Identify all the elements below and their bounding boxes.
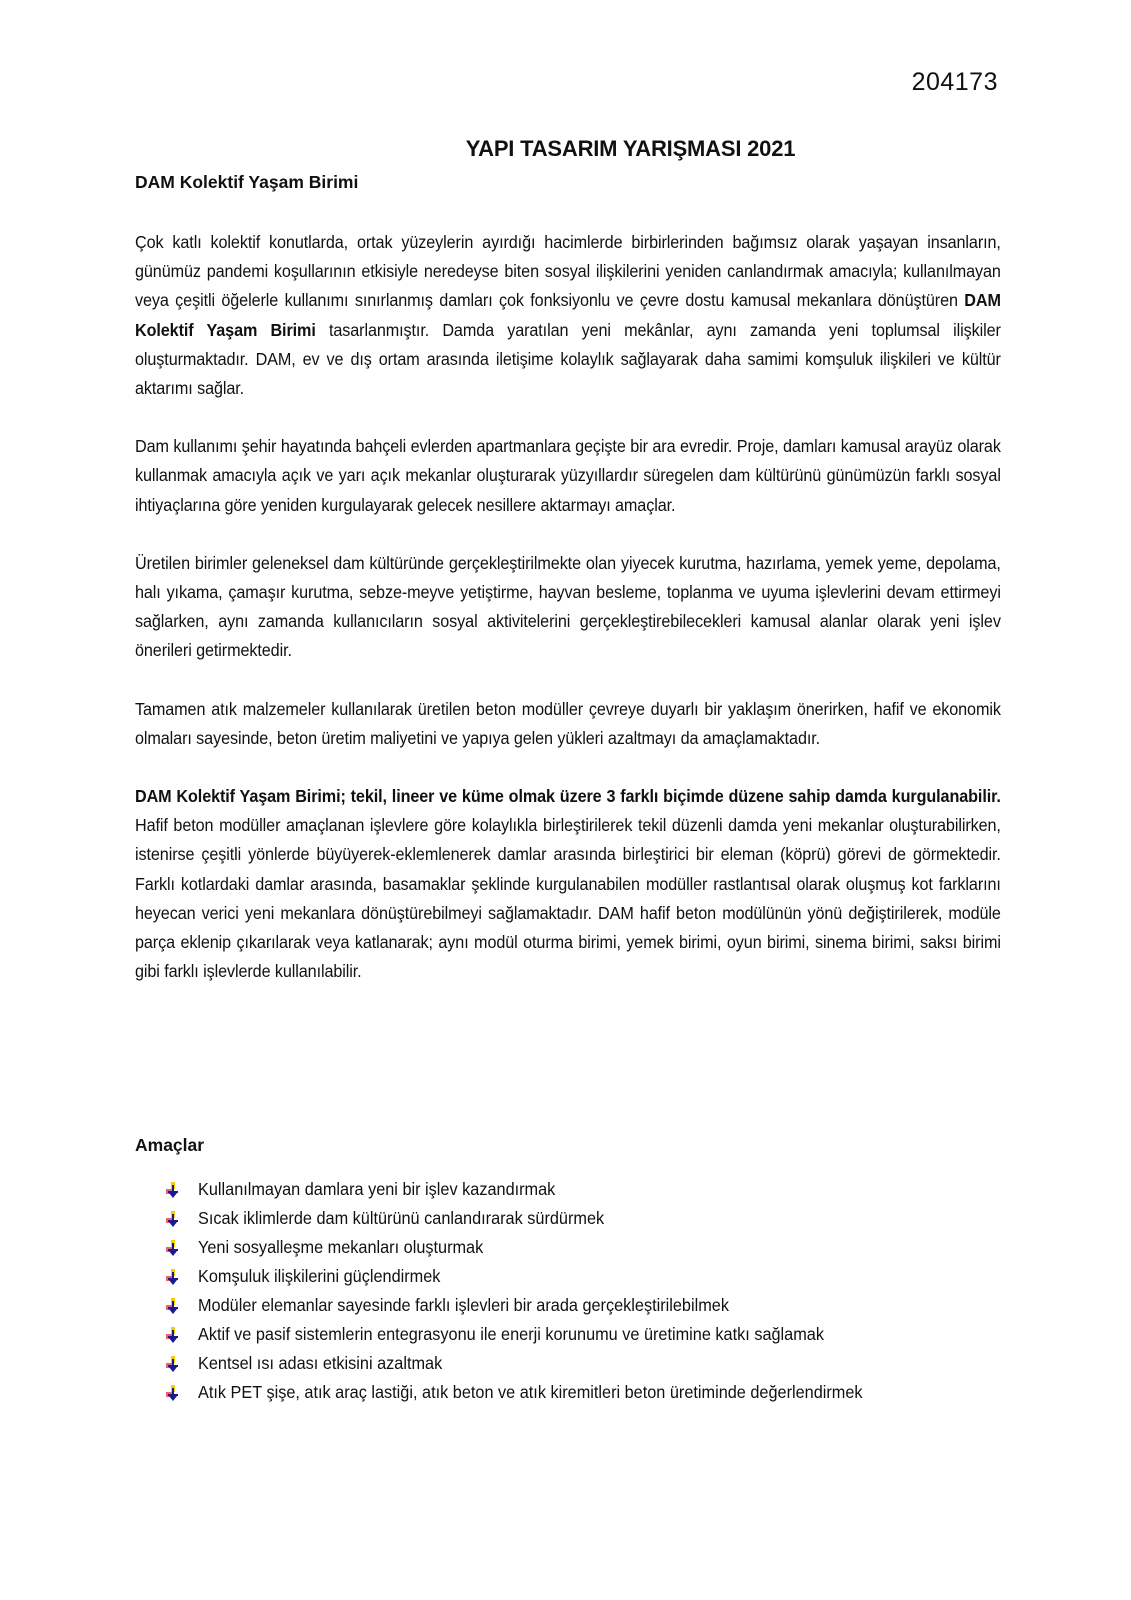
- list-item-text: Kentsel ısı adası etkisini azaltmak: [198, 1353, 443, 1373]
- body-text: [135, 228, 1001, 1015]
- paragraph-text: Çok katlı kolektif konutlarda, ortak yüzeylerin ayırdığı hacimlerde birbirlerinden bağımsız olarak yaşayan insanların, günümüz pandemi koşullarının etkisiyle neredeyse biten sosyal ilişkilerini yeniden canlandırmak amacıyla; kullanılmayan veya çeşitli öğelerle kullanımı sınırlanmış damları çok fonksiyonlu ve çevre dostu kamusal mekanlara dönüştüren: [135, 232, 1001, 311]
- paragraph-configurations: [135, 782, 1001, 986]
- list-item: [166, 1233, 913, 1262]
- list-item: [166, 1204, 913, 1233]
- paragraph-materials: Tamamen atık malzemeler kullanılarak üretilen beton modüller çevreye duyarlı bir yaklaşım önerirken, hafif ve ekonomik olmaları sayesinde, beton üretim maliyetini ve yapıya gelen yükleri azaltmayı da amaçlamaktadır.: [135, 698, 1001, 748]
- list-item: [166, 1262, 913, 1291]
- paragraph-units: Üretilen birimler geleneksel dam kültüründe gerçekleştirilmekte olan yiyecek kurutma, hazırlama, yemek yeme, depolama, halı yıkama, çamaşır kurutma, sebze-meyve yetiştirme, hayvan besleme, toplanma ve uyuma işlevlerini devam ettirmeyi sağlarken, aynı zamanda kullanıcıların sosyal aktivitelerini gerçekleştirebilecekleri kamusal alanlar olarak yeni işlev önerileri getirmektedir.: [135, 552, 1001, 661]
- list-item: [166, 1175, 913, 1204]
- list-item: [166, 1320, 913, 1349]
- document-id: 204173: [911, 68, 998, 96]
- arrow-down-bullet-icon: [166, 1240, 180, 1256]
- paragraph-text: tasarlanmıştır. Damda yaratılan yeni mekânlar, aynı zamanda yeni toplumsal ilişkiler oluşturmaktadır. DAM, ev ve dış ortam arasında iletişime kolaylık sağlayarak daha samimi komşuluk ilişkileri ve kültür aktarımı sağlar.: [135, 319, 1001, 399]
- arrow-down-bullet-icon: [166, 1385, 180, 1401]
- list-item-text: Komşuluk ilişkilerini güçlendirmek: [198, 1266, 441, 1286]
- paragraph-bold-text: DAM Kolektif Yaşam Birimi: [135, 290, 1001, 340]
- goals-heading: Amaçlar: [135, 1135, 205, 1155]
- list-item: [166, 1291, 913, 1320]
- arrow-down-bullet-icon: [166, 1327, 180, 1343]
- paragraph-text: Hafif beton modüller amaçlanan işlevlere göre kolaylıkla birleştirilerek tekil düzenli damda yeni mekanlar oluşturabilirken, istenirse çeşitli yönlerde büyüyerek-eklemlenerek damlar arasında birleştirici bir eleman (köprü) görevi de görmektedir. Farklı kotlardaki damlar arasında, basamaklar şeklinde kurgulanabilen modüller rastlantısal olarak oluşmuş kot farklarını heyecan verici yeni mekanlara dönüştürebilmeyi sağlamaktadır. DAM hafif beton modülünün yönü değiştirilerek, modüle parça eklenip çıkarılarak veya katlanarak; aynı modül oturma birimi, yemek birimi, oyun birimi, sinema birimi, saksı birimi gibi farklı işlevlerde kullanılabilir.: [135, 815, 1001, 982]
- list-item-text: Aktif ve pasif sistemlerin entegrasyonu ile enerji korunumu ve üretimine katkı sağlamak: [198, 1324, 824, 1344]
- arrow-down-bullet-icon: [166, 1182, 180, 1198]
- list-item-text: Yeni sosyalleşme mekanları oluşturmak: [198, 1237, 484, 1257]
- goals-list: [166, 1175, 913, 1407]
- arrow-down-bullet-icon: [166, 1211, 180, 1227]
- list-item: [166, 1349, 913, 1378]
- list-item-text: Sıcak iklimlerde dam kültürünü canlandırarak sürdürmek: [198, 1208, 605, 1228]
- list-item-text: Modüler elemanlar sayesinde farklı işlevleri bir arada gerçekleştirilebilmek: [198, 1295, 729, 1315]
- page-title: YAPI TASARIM YARIŞMASI 2021: [465, 136, 796, 161]
- list-item: [166, 1378, 913, 1407]
- arrow-down-bullet-icon: [166, 1298, 180, 1314]
- arrow-down-bullet-icon: [166, 1356, 180, 1372]
- paragraph-intro: [135, 228, 1001, 403]
- arrow-down-bullet-icon: [166, 1269, 180, 1285]
- list-item-text: Atık PET şişe, atık araç lastiği, atık beton ve atık kiremitleri beton üretiminde değerlendirmek: [198, 1382, 863, 1402]
- project-subtitle: DAM Kolektif Yaşam Birimi: [135, 172, 359, 192]
- paragraph-bold-text: DAM Kolektif Yaşam Birimi; tekil, lineer ve küme olmak üzere 3 farklı biçimde düzene sahip damda kurgulanabilir.: [135, 786, 1001, 807]
- paragraph-roof-use: Dam kullanımı şehir hayatında bahçeli evlerden apartmanlara geçişte bir ara evredir. Proje, damları kamusal arayüz olarak kullanmak amacıyla açık ve yarı açık mekanlar oluşturarak yüzyıllardır süregelen dam kültürünü günümüzün farklı sosyal ihtiyaçlarına göre yeniden kurgulayarak gelecek nesillere aktarmayı amaçlar.: [135, 436, 1001, 515]
- list-item-text: Kullanılmayan damlara yeni bir işlev kazandırmak: [198, 1179, 556, 1199]
